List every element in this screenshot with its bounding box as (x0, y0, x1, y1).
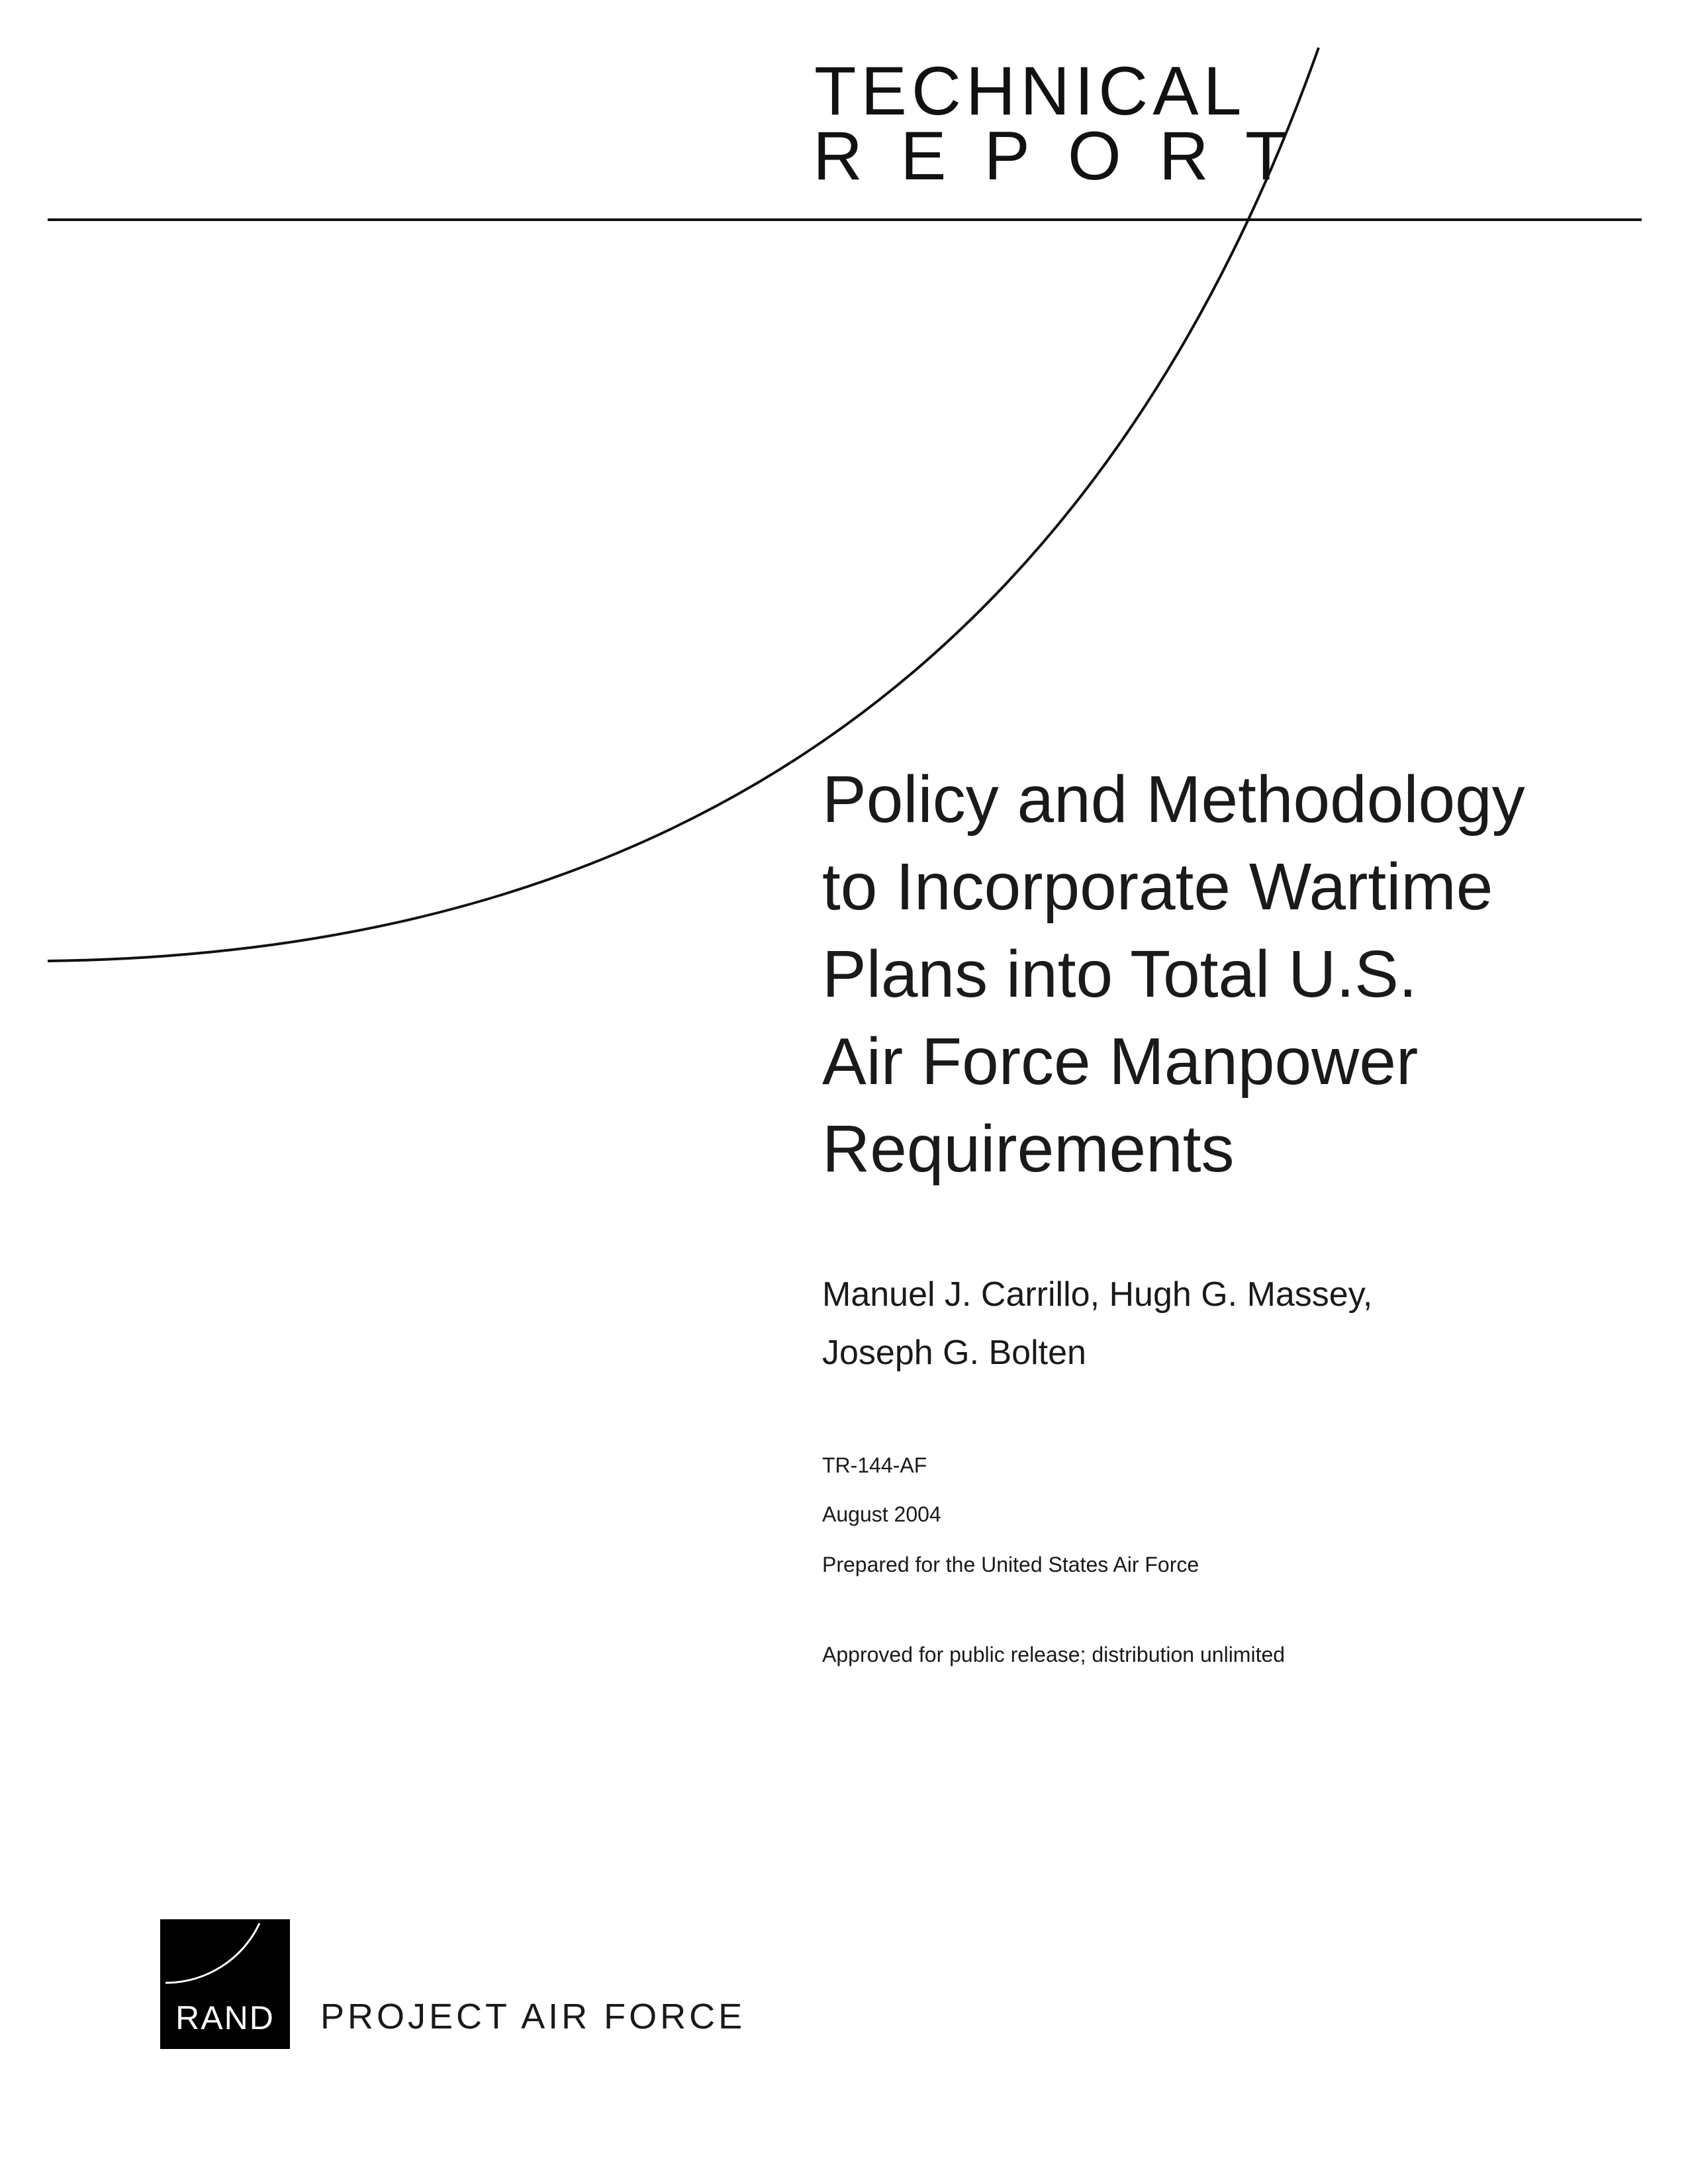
title-line: Policy and Methodology (822, 762, 1525, 837)
author-line: Manuel J. Carrillo, Hugh G. Massey, (822, 1275, 1373, 1314)
report-number: TR-144-AF (822, 1453, 927, 1477)
title-line: to Incorporate Wartime (822, 850, 1493, 924)
series-label-line-1: TECHNICAL (814, 53, 1246, 130)
report-date: August 2004 (822, 1502, 941, 1526)
report-title (822, 756, 1650, 1193)
release-notice: Approved for public release; distribution unlimited (822, 1643, 1286, 1666)
prepared-for: Prepared for the United States Air Force (822, 1553, 1199, 1576)
title-line: Air Force Manpower (822, 1024, 1419, 1099)
logo-text: RAND (175, 1999, 275, 2036)
rand-logo (160, 1919, 290, 2049)
title-line: Plans into Total U.S. (822, 937, 1417, 1011)
authors (822, 1265, 1617, 1382)
author-line: Joseph G. Bolten (822, 1334, 1086, 1372)
title-line: Requirements (822, 1112, 1235, 1186)
program-name: PROJECT AIR FORCE (320, 1997, 746, 2036)
series-label-line-2: REPORT (813, 118, 1325, 195)
